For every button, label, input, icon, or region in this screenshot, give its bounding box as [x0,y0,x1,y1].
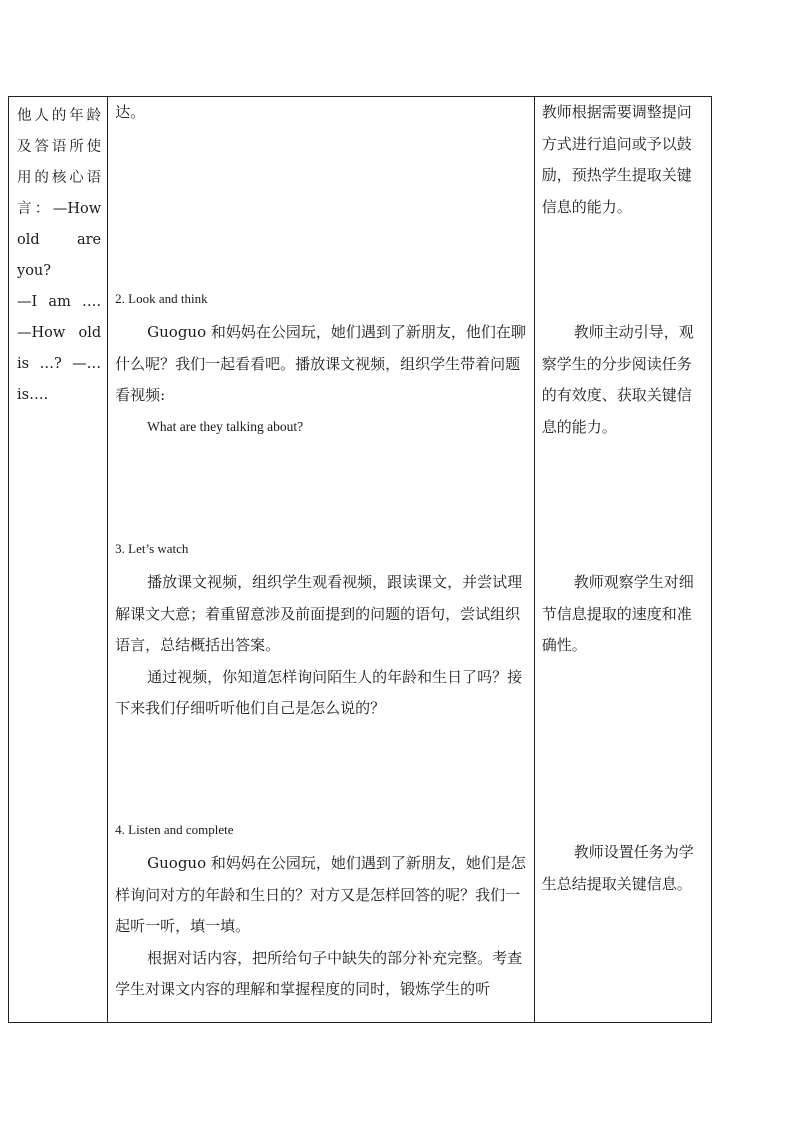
paragraph: 根据对话内容，把所给句子中缺失的部分补充完整。考查学生对课文内容的理解和掌握程度的同时，锻炼学生的听 [115,948,523,998]
section-heading-listen-and-complete: 4. Listen and complete [115,822,234,837]
activity-cell [108,97,535,1023]
objective-line: —How old [17,325,102,341]
teacher-notes-cell [534,97,711,1023]
teacher-note [542,837,705,900]
objective-line: is…. [17,387,49,403]
objective-line: 及答语所使 [17,139,102,155]
objective-cell [9,97,108,1023]
teacher-note: 教师根据需要调整提问方式进行追问或予以鼓励，预热学生提取关键信息的能力。 [541,103,692,216]
objective-line: 言：—How [17,201,102,217]
teacher-note [542,567,705,662]
teacher-note [542,317,705,443]
teacher-note-text: 教师观察学生对细节信息提取的速度和准确性。 [541,573,694,654]
intro-tail: 达。 [115,103,146,121]
objective-line: 用的核心语 [17,170,102,186]
objective-line: old are you? [17,232,102,279]
section-heading-look-and-think: 2. Look and think [115,291,208,306]
objective-line: —I am …. [17,294,102,310]
guiding-question: What are they talking about? [147,419,304,434]
paragraph: 通过视频，你知道怎样询问陌生人的年龄和生日了吗？接下来我们仔细听听他们自己是怎么说的？ [115,667,523,717]
objective-text [9,97,107,411]
section-4-body [115,848,528,1006]
section-3-body [115,567,528,725]
lesson-plan-table [8,96,712,1023]
objective-line: 他人的年龄 [17,108,102,124]
section-heading-lets-watch: 3. Let’s watch [115,541,189,556]
paragraph: 播放课文视频，组织学生观看视频，跟读课文，并尝试理解课文大意；着重留意涉及前面提到的问题的语句，尝试组织语言，总结概括出答案。 [115,573,523,654]
paragraph: Guoguo 和妈妈在公园玩，她们遇到了新朋友，他们在聊什么呢？我们一起看看吧。播放课文视频，组织学生带着问题看视频: [115,323,526,404]
paragraph: Guoguo 和妈妈在公园玩，她们遇到了新朋友，她们是怎样询问对方的年龄和生日的？对方又是怎样回答的呢？我们一起听一听，填一填。 [115,854,526,935]
objective-line: is …? —… [17,356,102,372]
section-2-body [115,317,528,412]
teacher-note-text: 教师主动引导，观察学生的分步阅读任务的有效度、获取关键信息的能力。 [541,323,694,436]
teacher-note-text: 教师设置任务为学生总结提取关键信息。 [541,843,694,893]
table-row [9,97,712,1023]
